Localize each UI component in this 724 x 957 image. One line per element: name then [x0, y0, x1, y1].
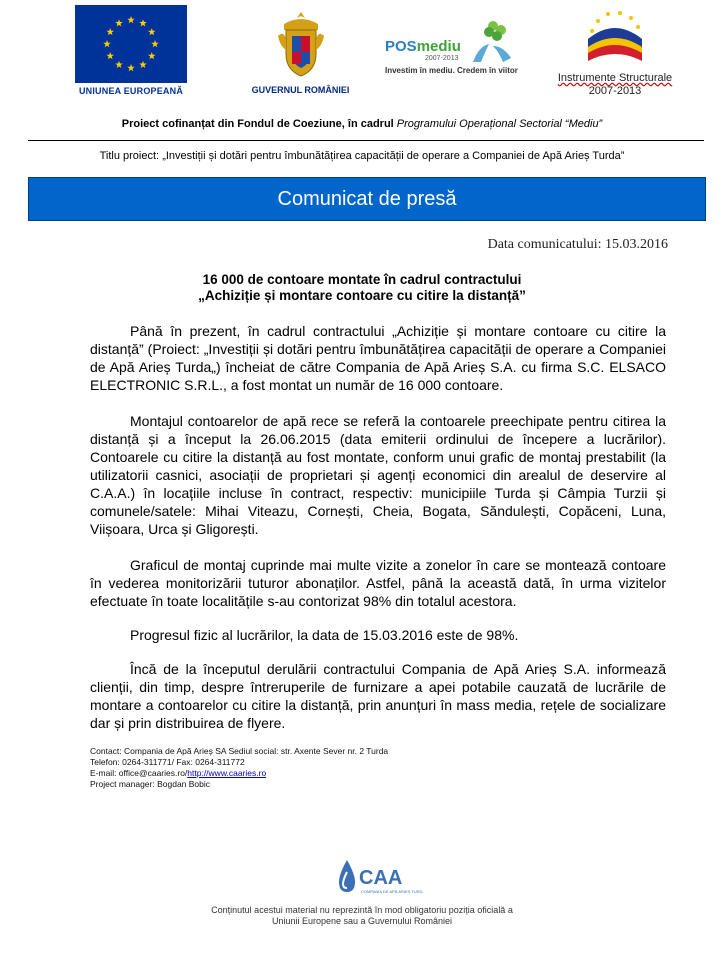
disclaimer-line1: Conținutul acestui material nu reprezintă în mod obligatoriu poziția oficială a: [211, 905, 513, 915]
posmediu-years: 2007-2013: [425, 55, 459, 62]
eu-star-icon: [139, 61, 147, 68]
header-divider: [28, 140, 704, 141]
instrumente-structurale-logo: [555, 5, 675, 97]
eu-star-icon: [148, 52, 156, 59]
eu-star-icon: [115, 19, 123, 26]
government-logo: [243, 10, 358, 102]
contact-block: [90, 746, 388, 790]
project-title: Titlu proiect: „Investiții și dotări pentru îmbunătățirea capacității de operare a Companiei de Apă Arieș Turda”: [99, 150, 625, 162]
is-caption-line1: Instrumente Structurale: [557, 72, 673, 84]
eu-star-icon: [106, 52, 114, 59]
website-link[interactable]: http://www.caaries.ro: [187, 768, 267, 778]
eu-logo-caption: UNIUNEA EUROPEANĂ: [78, 86, 184, 96]
disclaimer: [0, 905, 724, 927]
headline-line1: 16 000 de contoare montate în cadrul contractului: [202, 272, 522, 287]
coat-of-arms-icon: [278, 10, 324, 78]
contact-phone: Telefon: 0264-311771/ Fax: 0264-311772: [90, 757, 245, 767]
contact-email: E-mail: office@caaries.ro/: [90, 768, 188, 778]
posmediu-tagline: Investim în mediu. Credem în viitor: [385, 66, 518, 75]
posmediu-brand-pos: POS: [385, 38, 417, 55]
cofinancing-text: Proiect cofinanțat din Fondul de Coeziune, în cadrul: [121, 118, 397, 130]
contact-email-line: [90, 768, 388, 779]
press-release-banner: Comunicat de presă: [28, 177, 706, 221]
cofinancing-program: Programului Operațional Sectorial “Mediu”: [396, 118, 603, 130]
posmediu-title: [385, 38, 461, 55]
paragraph-1: Până în prezent, în cadrul contractului „Achiziție și montare contoare cu citire la distanță” (Proiect: „Investiții și dotări pentru îmbunătățirea capacității de operare a Companiei de Apă Arieș Turda„) încheiat de către Compania de Apă Arieș S.A. cu firma S.C. ELSACO ELECTRONIC S.R.L., a fost montat un număr de 16 000 contoare.: [90, 323, 666, 393]
caa-logo-text: CAA: [359, 867, 403, 889]
paragraph-3: Graficul de montaj cuprinde mai multe vizite a zonelor în care se montează contoare în vederea monitorizării tuturor abonaților. Astfel, până la această dată, în urma vizitelor efectuate în toate localitățile s-au contorizat 98% din totalul acestora.: [90, 557, 666, 609]
eu-star-icon: [115, 61, 123, 68]
caa-logo-subtext: COMPANIA DE APĂ ARIEȘ TURDA: [361, 889, 423, 894]
water-drop-icon: [333, 858, 423, 898]
caa-logo: [333, 858, 423, 898]
eu-star-icon: [148, 28, 156, 35]
eu-star-icon: [139, 19, 147, 26]
disclaimer-line2: Uniunii Europene sau a Guvernului României: [271, 916, 453, 926]
structural-instruments-icon: [580, 5, 650, 65]
posmediu-logo: [385, 18, 535, 88]
cofinancing-statement: [0, 118, 724, 130]
release-date: Data comunicatului: 15.03.2016: [487, 237, 668, 252]
eu-star-icon: [151, 40, 159, 47]
eu-star-icon: [127, 16, 135, 23]
headline: [0, 272, 724, 304]
government-logo-caption: GUVERNUL ROMÂNIEI: [251, 85, 350, 95]
is-caption-line2: 2007-2013: [588, 85, 642, 97]
paragraph-4: Progresul fizic al lucrărilor, la data de 15.03.2016 este de 98%.: [130, 627, 519, 643]
paragraph-5: Încă de la începutul derulării contractului Compania de Apă Arieș S.A. informează clienții, din timp, despre întreruperile de furnizare a apei potabile cauzată de lucrările de montare a contoarelor cu citire la distanță, prin anunțuri în mass media, rețele de socializare dar și prin distribuirea de flyere.: [90, 661, 666, 731]
clover-hands-icon: [463, 18, 513, 64]
eu-star-icon: [106, 28, 114, 35]
contact-address: Contact: Compania de Apă Arieș SA Sediul social: str. Axente Sever nr. 2 Turda: [90, 746, 389, 756]
eu-logo: [75, 5, 187, 100]
eu-star-icon: [127, 64, 135, 71]
eu-flag-icon: [75, 5, 187, 83]
paragraph-2: Montajul contoarelor de apă rece se referă la contoarele preechipate pentru citirea la distanță și a început la 26.06.2015 (data emiterii ordinului de începere a lucrărilor). Contoarele cu citire la distanță au fost montate, conform unui grafic de montaj prestabilit (la utilizatorii casnici, asociații de proprietari și agenți economici din arealul de deservire al C.A.A.) în locațiile incluse în contract, respectiv: municipiile Turda și Câmpia Turzii și comunele/satele: Mihai Viteazu, Cornești, Cheia, Bogata, Săndulești, Copăceni, Luna, Viișoara, Urca și Gligorești.: [90, 413, 666, 537]
instrumente-structurale-caption: [555, 72, 675, 98]
contact-project-manager: Project manager: Bogdan Bobic: [90, 779, 211, 789]
headline-line2: „Achiziție și montare contoare cu citire la distanță”: [198, 288, 526, 303]
eu-star-icon: [103, 40, 111, 47]
posmediu-brand-mediu: mediu: [416, 38, 461, 55]
